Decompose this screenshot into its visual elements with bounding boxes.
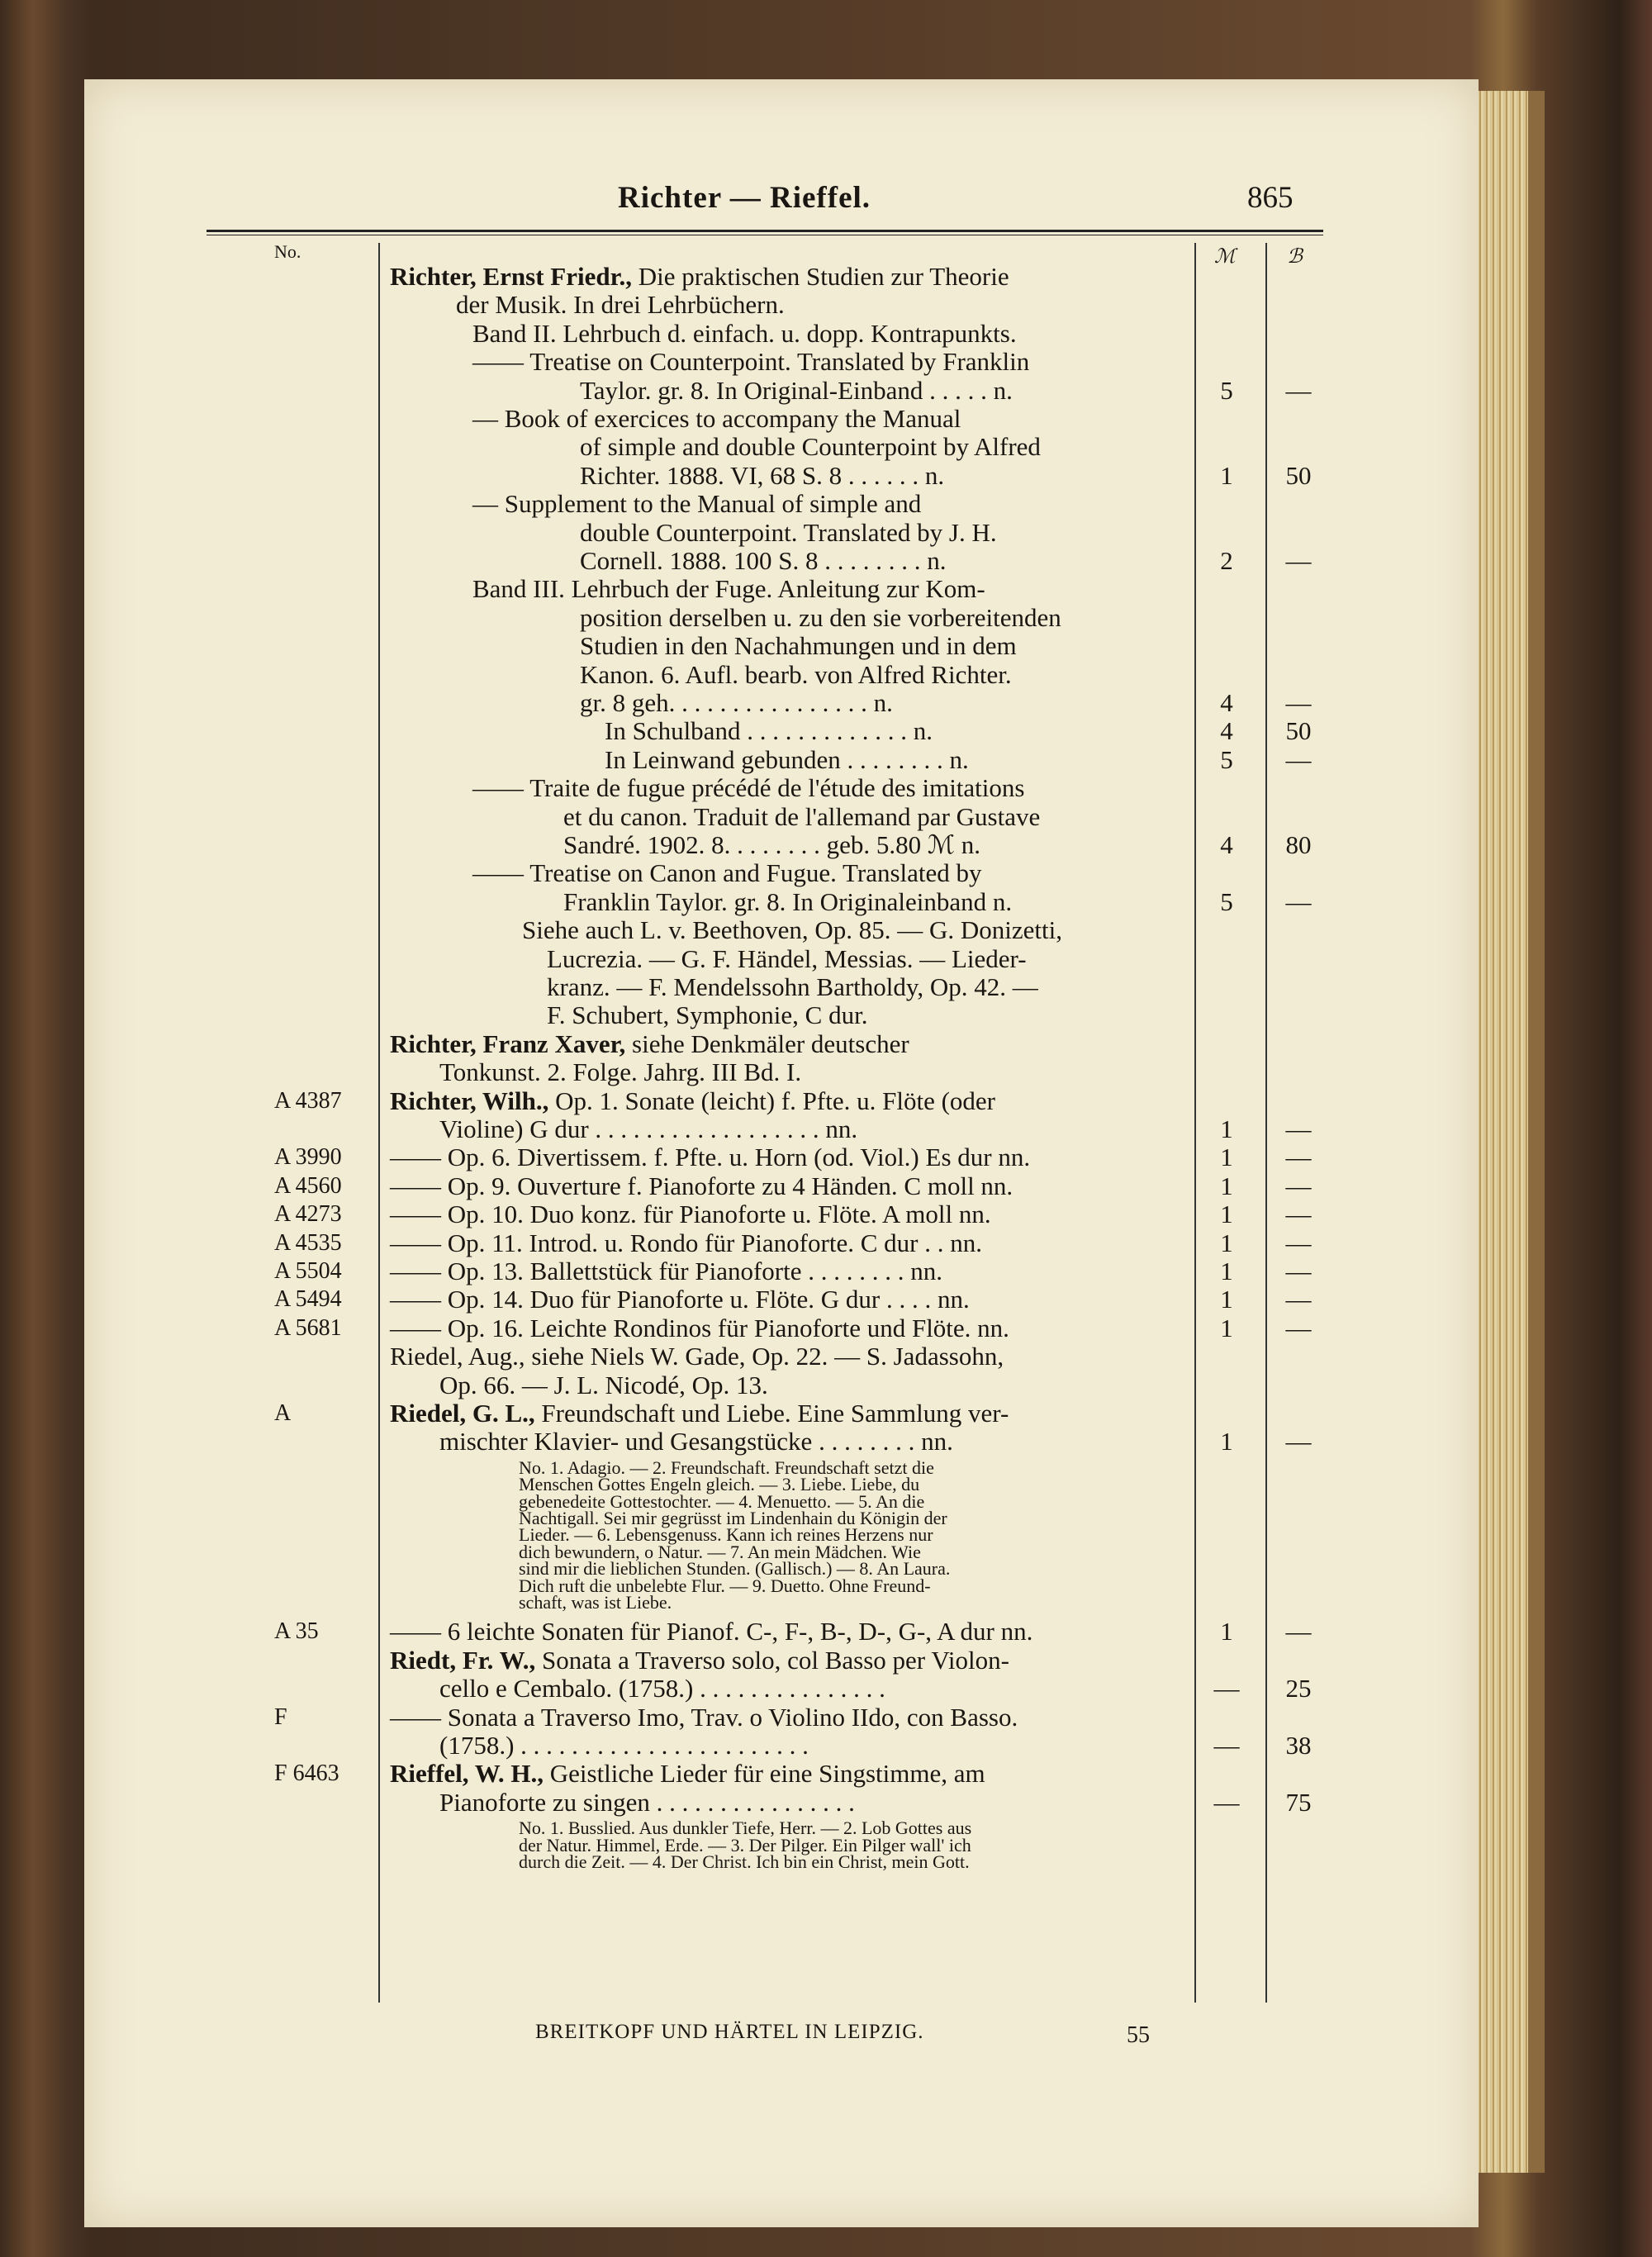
catalog-row bbox=[84, 1200, 1479, 1228]
entry-text: mischter Klavier- und Gesangstücke . . . . . . . . nn. bbox=[439, 1427, 953, 1456]
price-mark: 1 bbox=[1220, 460, 1233, 490]
price-mark: 1 bbox=[1220, 1228, 1233, 1257]
price-mark: 5 bbox=[1220, 375, 1233, 405]
catalog-row bbox=[84, 1399, 1479, 1428]
entry-text: In Leinwand gebunden . . . . . . . . n. bbox=[605, 744, 969, 774]
page-number: 865 bbox=[1247, 181, 1294, 215]
entry-text: gr. 8 geh. . . . . . . . . . . . . . . . n. bbox=[580, 688, 893, 717]
running-head: Richter — Rieffel. bbox=[618, 181, 871, 215]
price-pfennig: — bbox=[1285, 1200, 1312, 1229]
catalog-row bbox=[84, 1428, 1479, 1456]
header-rule bbox=[206, 230, 1323, 232]
catalog-row bbox=[84, 1342, 1479, 1371]
catalog-row bbox=[84, 1675, 1479, 1703]
price-mark: 1 bbox=[1220, 1617, 1233, 1646]
order-number: A bbox=[274, 1400, 292, 1426]
price-mark: 4 bbox=[1220, 688, 1233, 717]
entry-text: —— Op. 6. Divertissem. f. Pfte. u. Horn (od. Viol.) Es dur nn. bbox=[390, 1143, 1031, 1172]
catalog-row bbox=[84, 490, 1479, 518]
entry-text: —— Op. 9. Ouverture f. Pianoforte zu 4 Händen. C moll nn. bbox=[390, 1171, 1014, 1200]
catalog-row bbox=[84, 604, 1479, 632]
entry-text: Richter, Ernst Friedr., Die praktischen Studien zur Theorie bbox=[390, 262, 1009, 291]
order-number: A 5504 bbox=[274, 1258, 342, 1284]
entry-text: Riedt, Fr. W., Sonata a Traverso solo, col Basso per Violon- bbox=[390, 1645, 1009, 1675]
catalog-row bbox=[84, 1760, 1479, 1788]
contents-note bbox=[84, 1575, 1479, 1596]
page-edges bbox=[1470, 91, 1545, 2173]
entry-text: Riedel, Aug., siehe Niels W. Gade, Op. 22. — S. Jadassohn, bbox=[390, 1342, 1004, 1371]
entry-text: Riedel, G. L., Freundschaft und Liebe. Eine Sammlung ver- bbox=[390, 1399, 1009, 1428]
catalog-row bbox=[84, 1314, 1479, 1342]
price-mark: 2 bbox=[1220, 546, 1233, 575]
contents-note-text: Menschen Gottes Engeln gleich. — 3. Liebe. Liebe, du bbox=[519, 1474, 920, 1495]
price-mark: 4 bbox=[1220, 716, 1233, 746]
price-mark: 1 bbox=[1220, 1427, 1233, 1456]
column-header-pfennig: ℬ bbox=[1287, 246, 1303, 268]
catalog-row bbox=[84, 433, 1479, 461]
price-pfennig: — bbox=[1285, 1228, 1312, 1257]
catalog-row bbox=[84, 263, 1479, 291]
entry-text: Richter, Wilh., Op. 1. Sonate (leicht) f. Pfte. u. Flöte (oder bbox=[390, 1086, 995, 1115]
catalog-page bbox=[84, 79, 1479, 2227]
entry-text: —— 6 leichte Sonaten für Pianof. C-, F-, B-, D-, G-, A dur nn. bbox=[390, 1617, 1033, 1646]
catalog-row bbox=[84, 888, 1479, 916]
catalog-row bbox=[84, 1143, 1479, 1171]
entry-text: In Schulband . . . . . . . . . . . . . n. bbox=[605, 716, 933, 746]
catalog-row bbox=[84, 717, 1479, 745]
catalog-row bbox=[84, 1371, 1479, 1399]
catalog-row bbox=[84, 1789, 1479, 1817]
contents-note-text: durch die Zeit. — 4. Der Christ. Ich bin ein Christ, mein Gott. bbox=[519, 1851, 970, 1872]
price-mark: 1 bbox=[1220, 1285, 1233, 1314]
entry-text: — Book of exercices to accompany the Manual bbox=[472, 404, 961, 433]
entry-text: Sandré. 1902. 8. . . . . . . . geb. 5.80 ℳ n. bbox=[563, 830, 980, 859]
catalog-row bbox=[84, 405, 1479, 433]
entry-text: Band II. Lehrbuch d. einfach. u. dopp. Kontrapunkts. bbox=[472, 318, 1017, 348]
publisher-footer: BREITKOPF UND HÄRTEL IN LEIPZIG. bbox=[535, 2021, 924, 2043]
catalog-row bbox=[84, 945, 1479, 973]
entry-text: Siehe auch L. v. Beethoven, Op. 85. — G. Donizetti, bbox=[522, 915, 1063, 945]
entry-text: Tonkunst. 2. Folge. Jahrg. III Bd. I. bbox=[439, 1057, 802, 1087]
price-mark: 4 bbox=[1220, 830, 1233, 859]
catalog-row bbox=[84, 519, 1479, 547]
catalog-row bbox=[84, 774, 1479, 802]
entry-text: double Counterpoint. Translated by J. H. bbox=[580, 517, 997, 547]
order-number: A 4560 bbox=[274, 1172, 342, 1199]
catalog-row bbox=[84, 377, 1479, 405]
price-pfennig: — bbox=[1285, 1285, 1312, 1314]
entry-text: —— Op. 14. Duo für Pianoforte u. Flöte. G dur . . . . nn. bbox=[390, 1285, 970, 1314]
price-mark: 1 bbox=[1220, 1143, 1233, 1172]
price-mark: 1 bbox=[1220, 1313, 1233, 1342]
price-pfennig: 38 bbox=[1285, 1731, 1312, 1760]
price-pfennig: — bbox=[1285, 1617, 1312, 1646]
contents-note-text: Lieder. — 6. Lebensgenuss. Kann ich reines Herzens nur bbox=[519, 1524, 933, 1546]
entry-text: der Musik. In drei Lehrbüchern. bbox=[456, 290, 785, 320]
order-number: A 35 bbox=[274, 1618, 319, 1645]
price-pfennig: — bbox=[1285, 546, 1312, 575]
contents-note-text: Dich ruft die unbelebte Flur. — 9. Duetto. Ohne Freund- bbox=[519, 1575, 931, 1596]
entry-text: (1758.) . . . . . . . . . . . . . . . . . . . . . . . bbox=[439, 1731, 809, 1760]
catalog-row bbox=[84, 547, 1479, 575]
column-header-mark: ℳ bbox=[1214, 246, 1236, 268]
order-number: A 5681 bbox=[274, 1314, 342, 1341]
contents-note-text: No. 1. Adagio. — 2. Freundschaft. Freundschaft setzt die bbox=[519, 1456, 934, 1478]
catalog-row bbox=[84, 1229, 1479, 1257]
catalog-row bbox=[84, 661, 1479, 689]
catalog-row bbox=[84, 1115, 1479, 1143]
entry-text: —— Traite de fugue précédé de l'étude des imitations bbox=[472, 773, 1025, 803]
catalog-row bbox=[84, 1732, 1479, 1760]
column-header-no: No. bbox=[274, 241, 301, 262]
catalog-row bbox=[84, 831, 1479, 859]
price-pfennig: — bbox=[1285, 688, 1312, 717]
catalog-row bbox=[84, 1001, 1479, 1029]
contents-note bbox=[84, 1594, 1479, 1611]
catalog-row bbox=[84, 1087, 1479, 1115]
signature-mark: 55 bbox=[1127, 2022, 1150, 2048]
entry-text: Richter. 1888. VI, 68 S. 8 . . . . . . n. bbox=[580, 460, 945, 490]
entry-text: Lucrezia. — G. F. Händel, Messias. — Lieder- bbox=[547, 943, 1027, 973]
catalog-row bbox=[84, 462, 1479, 490]
price-mark: 5 bbox=[1220, 886, 1233, 916]
entry-text: Op. 66. — J. L. Nicodé, Op. 13. bbox=[439, 1370, 768, 1399]
price-pfennig: — bbox=[1285, 375, 1312, 405]
order-number: A 3990 bbox=[274, 1144, 342, 1171]
price-pfennig: — bbox=[1285, 1427, 1312, 1456]
catalog-row bbox=[84, 348, 1479, 376]
entry-text: —— Treatise on Counterpoint. Translated by Franklin bbox=[472, 347, 1030, 377]
price-pfennig: — bbox=[1285, 886, 1312, 916]
entry-text: —— Op. 10. Duo konz. für Pianoforte u. Flöte. A moll nn. bbox=[390, 1200, 991, 1229]
entry-text: position derselben u. zu den sie vorbereitenden bbox=[580, 602, 1061, 632]
price-pfennig: 80 bbox=[1285, 830, 1312, 859]
entry-text: et du canon. Traduit de l'allemand par Gustave bbox=[563, 801, 1041, 831]
price-pfennig: 50 bbox=[1285, 716, 1312, 746]
order-number: F 6463 bbox=[274, 1760, 339, 1787]
entry-text: Richter, Franz Xaver, siehe Denkmäler deutscher bbox=[390, 1029, 909, 1058]
order-number: A 4535 bbox=[274, 1229, 342, 1256]
contents-note-text: schaft, was ist Liebe. bbox=[519, 1592, 672, 1613]
catalog-row bbox=[84, 1646, 1479, 1675]
price-mark: 1 bbox=[1220, 1114, 1233, 1143]
entry-text: cello e Cembalo. (1758.) . . . . . . . . . . . . . . . bbox=[439, 1674, 885, 1703]
catalog-row bbox=[84, 803, 1479, 831]
catalog-row bbox=[84, 1172, 1479, 1200]
price-mark: — bbox=[1213, 1731, 1240, 1760]
catalog-row bbox=[84, 859, 1479, 887]
entry-text: —— Treatise on Canon and Fugue. Translated by bbox=[472, 858, 982, 888]
catalog-row bbox=[84, 1058, 1479, 1086]
contents-note-text: sind mir die lieblichen Stunden. (Gallisch.) — 8. An Laura. bbox=[519, 1558, 951, 1580]
contents-note bbox=[84, 1851, 1479, 1872]
entry-text: kranz. — F. Mendelssohn Bartholdy, Op. 42. — bbox=[547, 972, 1038, 1001]
entry-text: Pianoforte zu singen . . . . . . . . . . . . . . . . bbox=[439, 1787, 855, 1817]
catalog-row bbox=[84, 1030, 1479, 1058]
contents-note-text: der Natur. Himmel, Erde. — 3. Der Pilger. Ein Pilger wall' ich bbox=[519, 1834, 971, 1855]
price-pfennig: — bbox=[1285, 1171, 1312, 1200]
price-mark: 1 bbox=[1220, 1257, 1233, 1285]
price-pfennig: 75 bbox=[1285, 1787, 1312, 1817]
contents-note-text: dich bewundern, o Natur. — 7. An mein Mädchen. Wie bbox=[519, 1541, 921, 1562]
price-mark: 1 bbox=[1220, 1171, 1233, 1200]
entry-text: Taylor. gr. 8. In Original-Einband . . . . . n. bbox=[580, 375, 1013, 405]
price-pfennig: — bbox=[1285, 1143, 1312, 1172]
catalog-row bbox=[84, 291, 1479, 319]
price-mark: — bbox=[1213, 1674, 1240, 1703]
order-number: A 5494 bbox=[274, 1286, 342, 1313]
contents-note-text: gebenedeite Gottestochter. — 4. Menuetto. — 5. An die bbox=[519, 1490, 925, 1512]
price-pfennig: 25 bbox=[1285, 1674, 1312, 1703]
catalog-row bbox=[84, 916, 1479, 944]
entry-text: Violine) G dur . . . . . . . . . . . . . . . . . . nn. bbox=[439, 1114, 858, 1143]
price-pfennig: — bbox=[1285, 1114, 1312, 1143]
catalog-row bbox=[84, 1618, 1479, 1646]
catalog-row bbox=[84, 632, 1479, 660]
catalog-row bbox=[84, 689, 1479, 717]
entry-text: Band III. Lehrbuch der Fuge. Anleitung zur Kom- bbox=[472, 574, 985, 604]
price-pfennig: 50 bbox=[1285, 460, 1312, 490]
price-mark: 1 bbox=[1220, 1200, 1233, 1229]
entry-text: — Supplement to the Manual of simple and bbox=[472, 489, 922, 519]
contents-note-text: Nachtigall. Sei mir gegrüsst im Lindenhain du Königin der bbox=[519, 1508, 947, 1528]
catalog-row bbox=[84, 1257, 1479, 1285]
entry-text: Cornell. 1888. 100 S. 8 . . . . . . . . n. bbox=[580, 546, 947, 575]
catalog-row bbox=[84, 1703, 1479, 1732]
entry-text: Franklin Taylor. gr. 8. In Originaleinband n. bbox=[563, 886, 1013, 916]
entry-text: F. Schubert, Symphonie, C dur. bbox=[547, 1000, 868, 1030]
contents-note-text: No. 1. Busslied. Aus dunkler Tiefe, Herr. — 2. Lob Gottes aus bbox=[519, 1817, 972, 1839]
entry-text: of simple and double Counterpoint by Alfred bbox=[580, 432, 1041, 462]
price-mark: 5 bbox=[1220, 744, 1233, 774]
catalog-row bbox=[84, 575, 1479, 603]
catalog-row bbox=[84, 746, 1479, 774]
entry-text: —— Sonata a Traverso Imo, Trav. o Violino IIdo, con Basso. bbox=[390, 1702, 1018, 1732]
price-pfennig: — bbox=[1285, 1257, 1312, 1285]
catalog-row bbox=[84, 320, 1479, 348]
order-number: A 4273 bbox=[274, 1201, 342, 1228]
entry-text: —— Op. 13. Ballettstück für Pianoforte . . . . . . . . nn. bbox=[390, 1257, 942, 1285]
price-pfennig: — bbox=[1285, 1313, 1312, 1342]
price-mark: — bbox=[1213, 1787, 1240, 1817]
entry-text: —— Op. 11. Introd. u. Rondo für Pianoforte. C dur . . nn. bbox=[390, 1228, 982, 1257]
price-pfennig: — bbox=[1285, 744, 1312, 774]
order-number: A 4387 bbox=[274, 1087, 342, 1114]
entry-text: Rieffel, W. H., Geistliche Lieder für eine Singstimme, am bbox=[390, 1759, 985, 1789]
order-number: F bbox=[274, 1703, 287, 1730]
catalog-row bbox=[84, 973, 1479, 1001]
entry-text: Studien in den Nachahmungen und in dem bbox=[580, 631, 1017, 661]
entry-text: Kanon. 6. Aufl. bearb. von Alfred Richter. bbox=[580, 659, 1012, 689]
catalog-row bbox=[84, 1285, 1479, 1314]
entry-text: —— Op. 16. Leichte Rondinos für Pianoforte und Flöte. nn. bbox=[390, 1313, 1009, 1342]
